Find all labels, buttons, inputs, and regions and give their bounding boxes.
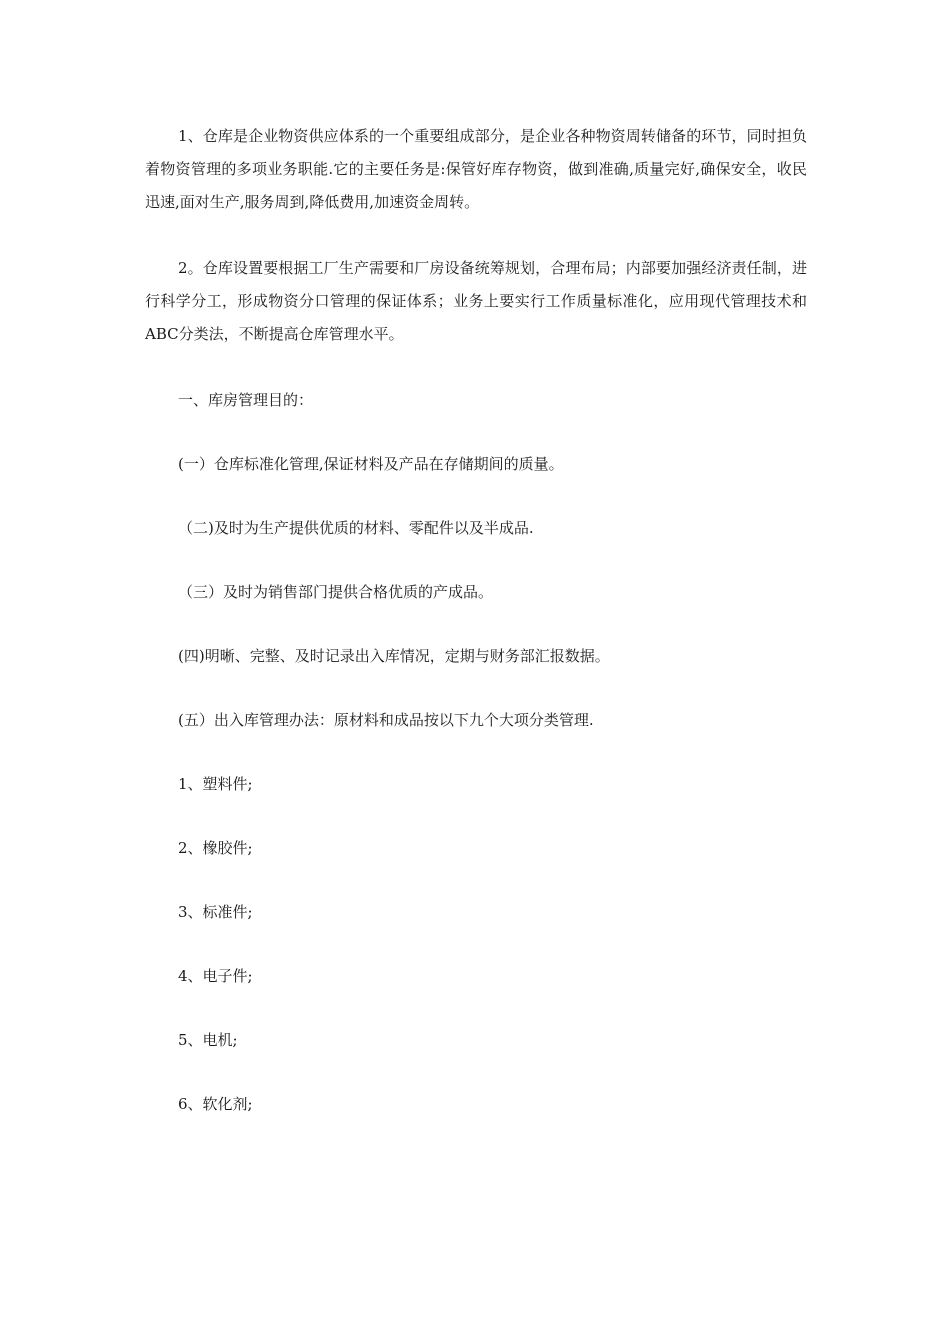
category-item-softener: 6、软化剂; bbox=[178, 1095, 253, 1113]
category-item-rubber: 2、橡胶件; bbox=[178, 839, 253, 857]
paragraph-warehouse-role: 1、仓库是企业物资供应体系的一个重要组成部分，是企业各种物资周转储备的环节，同时担负着物资管理的多项业务职能.它的主要任务是:保管好库存物资，做到准确,质量完好,确保安全，收民迅速,面对生产,服务周到,降低费用,加速资金周转。 bbox=[145, 127, 807, 211]
category-item-plastic: 1、塑料件; bbox=[178, 775, 253, 793]
purpose-item-4: (四)明晰、完整、及时记录出入库情况，定期与财务部汇报数据。 bbox=[178, 647, 610, 665]
section-heading-purpose: 一、库房管理目的： bbox=[178, 391, 314, 409]
document-body bbox=[145, 120, 807, 1152]
category-item-motor: 5、电机; bbox=[178, 1031, 238, 1049]
category-item-electronic: 4、电子件; bbox=[178, 967, 253, 985]
category-item-standard: 3、标准件; bbox=[178, 903, 253, 921]
purpose-item-5: (五）出入库管理办法：原材料和成品按以下九个大项分类管理. bbox=[178, 711, 594, 729]
purpose-item-3: （三）及时为销售部门提供合格优质的产成品。 bbox=[178, 583, 494, 601]
purpose-item-1: (一）仓库标准化管理,保证材料及产品在存储期间的质量。 bbox=[178, 455, 564, 473]
paragraph-warehouse-setup: 2。仓库设置要根据工厂生产需要和厂房设备统筹规划，合理布局；内部要加强经济责任制，进行科学分工，形成物资分口管理的保证体系；业务上要实行工作质量标准化，应用现代管理技术和ABC分类法，不断提高仓库管理水平。 bbox=[145, 259, 807, 343]
purpose-item-2: （二)及时为生产提供优质的材料、零配件以及半成品. bbox=[178, 519, 534, 537]
